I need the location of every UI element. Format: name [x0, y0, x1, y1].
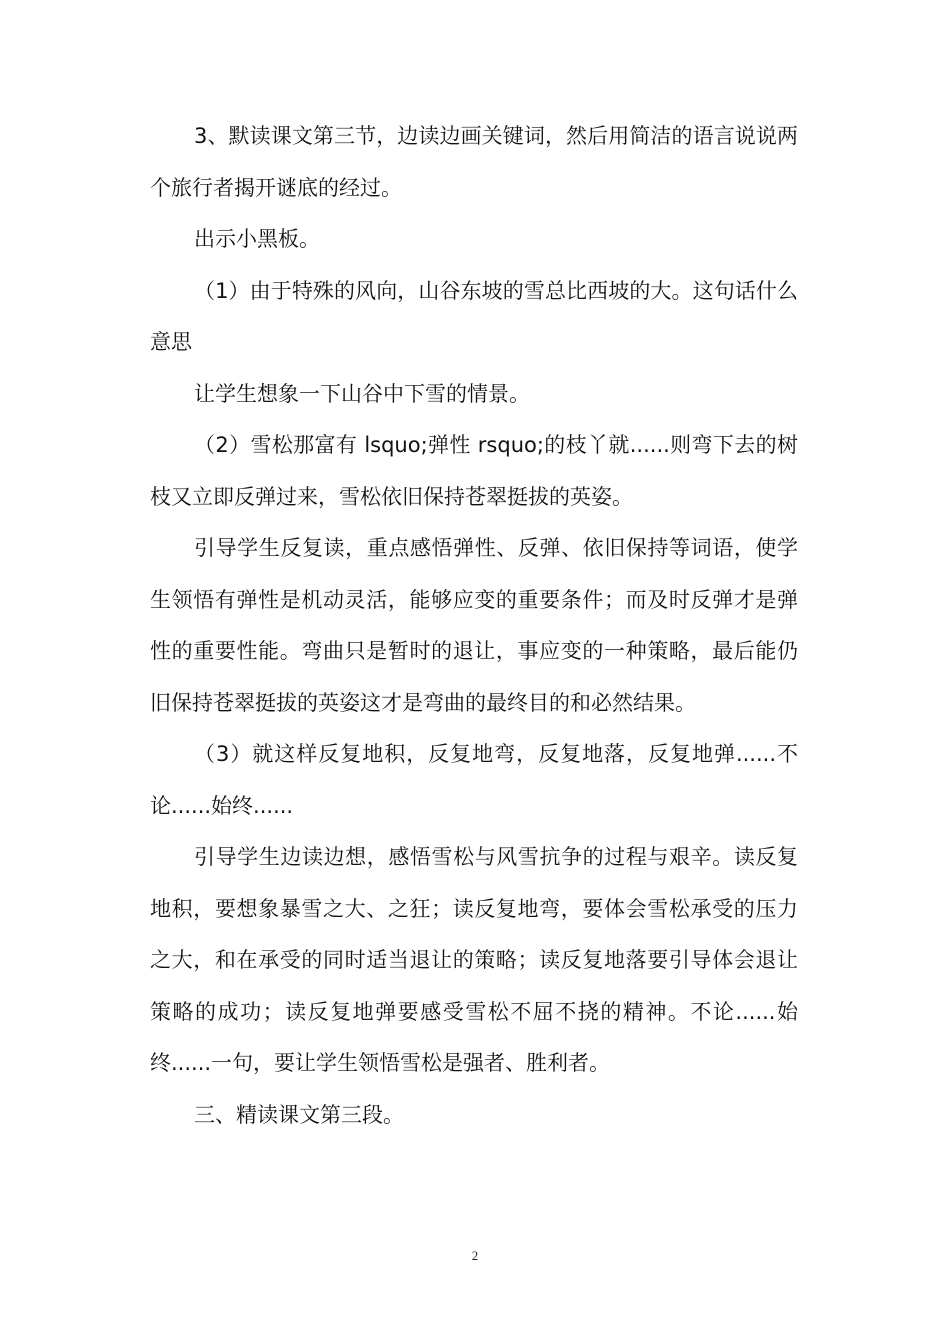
- document-body: [150, 111, 798, 1141]
- paragraph-7: （3）就这样反复地积，反复地弯，反复地落，反复地弹......不论......始终......: [150, 742, 798, 818]
- paragraph-9: 三、精读课文第三段。: [194, 1102, 404, 1127]
- paragraph-4: 让学生想象一下山谷中下雪的情景。: [194, 381, 530, 406]
- paragraph-3: （1）由于特殊的风向，山谷东坡的雪总比西坡的大。这句话什么意思: [150, 278, 798, 354]
- paragraph-6: 引导学生反复读，重点感悟弹性、反弹、依旧保持等词语，使学生领悟有弹性是机动灵活，能够应变的重要条件；而及时反弹才是弹性的重要性能。弯曲只是暂时的退让，事应变的一种策略，最后能仍旧保持苍翠挺拔的英姿这才是弯曲的最终目的和必然结果。: [150, 536, 798, 715]
- paragraph-5: （2）雪松那富有 lsquo;弹性 rsquo;的枝丫就......则弯下去的树枝又立即反弹过来，雪松依旧保持苍翠挺拔的英姿。: [150, 433, 798, 509]
- paragraph-2: 出示小黑板。: [194, 227, 320, 251]
- page-number: 2: [471, 1248, 479, 1263]
- paragraph-1: 3、默读课文第三节，边读边画关键词，然后用简洁的语言说说两个旅行者揭开谜底的经过。: [150, 124, 798, 200]
- paragraph-8: 引导学生边读边想，感悟雪松与风雪抗争的过程与艰辛。读反复地积，要想象暴雪之大、之狂；读反复地弯，要体会雪松承受的压力之大，和在承受的同时适当退让的策略；读反复地落要引导体会退让策略的成功；读反复地弹要感受雪松不屈不挠的精神。不论......始终......一句，要让学生领悟雪松是强者、胜利者。: [150, 845, 798, 1075]
